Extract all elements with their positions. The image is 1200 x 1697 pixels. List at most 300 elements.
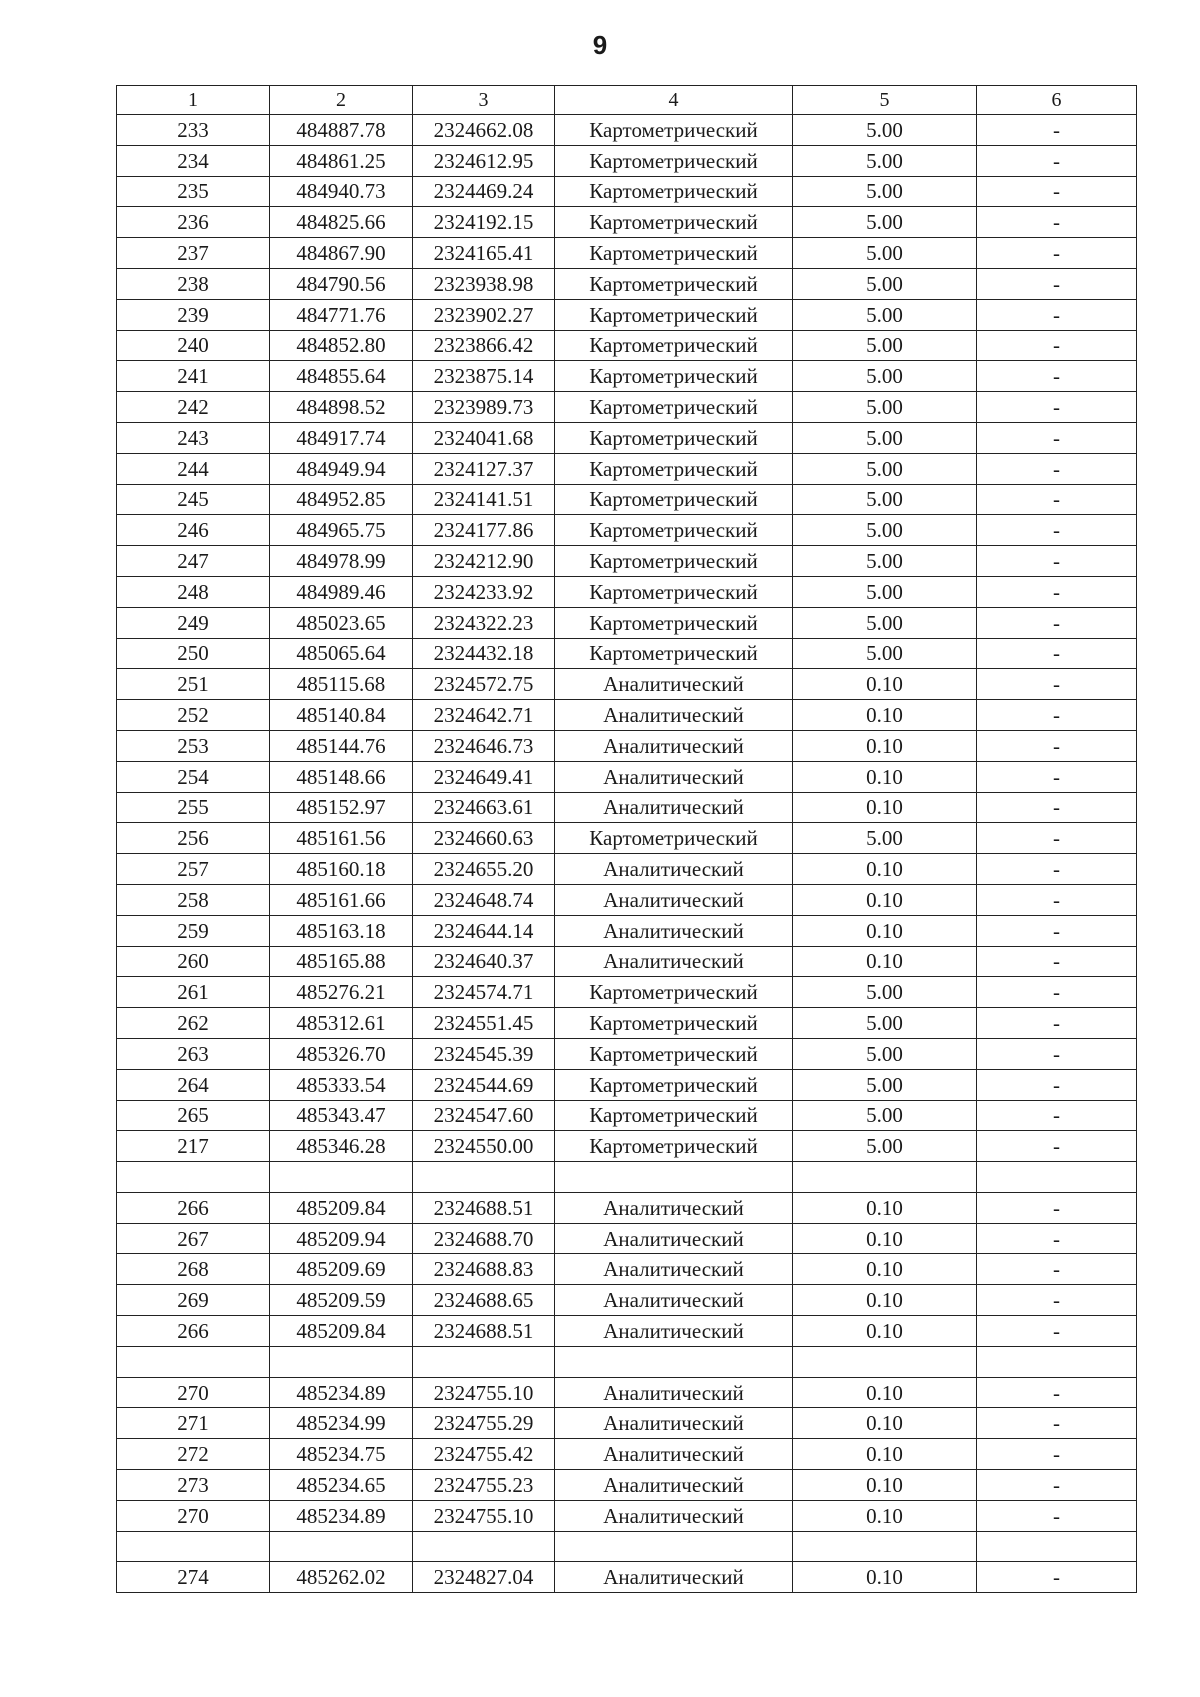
cell-description: - bbox=[977, 1069, 1137, 1100]
cell-x-coordinate: 485163.18 bbox=[270, 915, 413, 946]
cell-point-number: 270 bbox=[117, 1500, 270, 1531]
cell-accuracy: 5.00 bbox=[793, 330, 977, 361]
cell-description: - bbox=[977, 1500, 1137, 1531]
table-row bbox=[117, 1162, 1137, 1193]
cell-method: Картометрический bbox=[555, 1131, 793, 1162]
cell-point-number: 274 bbox=[117, 1562, 270, 1593]
cell-x-coordinate: 485346.28 bbox=[270, 1131, 413, 1162]
cell-y-coordinate: 2324574.71 bbox=[413, 977, 555, 1008]
cell-method: Аналитический bbox=[555, 1316, 793, 1347]
cell-method: Картометрический bbox=[555, 207, 793, 238]
cell-method: Аналитический bbox=[555, 1254, 793, 1285]
cell-x-coordinate: 485234.89 bbox=[270, 1377, 413, 1408]
cell-accuracy: 0.10 bbox=[793, 1408, 977, 1439]
cell-method: Аналитический bbox=[555, 1285, 793, 1316]
cell-method: Картометрический bbox=[555, 330, 793, 361]
cell-accuracy: 0.10 bbox=[793, 884, 977, 915]
cell-x-coordinate: 485144.76 bbox=[270, 730, 413, 761]
cell-x-coordinate: 484898.52 bbox=[270, 392, 413, 423]
table-row bbox=[117, 576, 1137, 607]
table-row bbox=[117, 1316, 1137, 1347]
cell-point-number: 248 bbox=[117, 576, 270, 607]
cell-method: Картометрический bbox=[555, 1038, 793, 1069]
cell-x-coordinate: 485234.75 bbox=[270, 1439, 413, 1470]
cell-method: Аналитический bbox=[555, 854, 793, 885]
cell-description bbox=[977, 1346, 1137, 1377]
cell-method: Картометрический bbox=[555, 638, 793, 669]
cell-method: Картометрический bbox=[555, 607, 793, 638]
table-row bbox=[117, 730, 1137, 761]
cell-y-coordinate: 2324165.41 bbox=[413, 238, 555, 269]
cell-point-number: 237 bbox=[117, 238, 270, 269]
table-row bbox=[117, 361, 1137, 392]
table-row bbox=[117, 1285, 1137, 1316]
cell-x-coordinate bbox=[270, 1531, 413, 1562]
table-row bbox=[117, 977, 1137, 1008]
cell-method: Картометрический bbox=[555, 422, 793, 453]
cell-method: Картометрический bbox=[555, 299, 793, 330]
cell-method: Картометрический bbox=[555, 576, 793, 607]
cell-method: Картометрический bbox=[555, 977, 793, 1008]
cell-x-coordinate: 485209.69 bbox=[270, 1254, 413, 1285]
cell-method: Аналитический bbox=[555, 1439, 793, 1470]
cell-accuracy: 0.10 bbox=[793, 1562, 977, 1593]
cell-method: Картометрический bbox=[555, 361, 793, 392]
cell-point-number: 246 bbox=[117, 515, 270, 546]
cell-point-number: 243 bbox=[117, 422, 270, 453]
table-row bbox=[117, 792, 1137, 823]
table-row bbox=[117, 1531, 1137, 1562]
cell-y-coordinate: 2324642.71 bbox=[413, 700, 555, 731]
cell-accuracy: 5.00 bbox=[793, 145, 977, 176]
cell-y-coordinate bbox=[413, 1531, 555, 1562]
cell-description: - bbox=[977, 884, 1137, 915]
cell-x-coordinate: 485023.65 bbox=[270, 607, 413, 638]
cell-description: - bbox=[977, 515, 1137, 546]
cell-accuracy bbox=[793, 1531, 977, 1562]
table-row bbox=[117, 207, 1137, 238]
cell-x-coordinate: 485115.68 bbox=[270, 669, 413, 700]
cell-accuracy: 0.10 bbox=[793, 1223, 977, 1254]
cell-method: Аналитический bbox=[555, 1377, 793, 1408]
cell-y-coordinate: 2324192.15 bbox=[413, 207, 555, 238]
cell-point-number: 253 bbox=[117, 730, 270, 761]
cell-accuracy: 0.10 bbox=[793, 1192, 977, 1223]
cell-description: - bbox=[977, 700, 1137, 731]
cell-y-coordinate: 2323938.98 bbox=[413, 268, 555, 299]
cell-point-number: 245 bbox=[117, 484, 270, 515]
cell-accuracy: 5.00 bbox=[793, 1131, 977, 1162]
table-row bbox=[117, 1346, 1137, 1377]
table-row bbox=[117, 453, 1137, 484]
cell-description: - bbox=[977, 576, 1137, 607]
cell-method: Аналитический bbox=[555, 884, 793, 915]
cell-y-coordinate: 2324688.51 bbox=[413, 1316, 555, 1347]
cell-description: - bbox=[977, 422, 1137, 453]
cell-x-coordinate: 484917.74 bbox=[270, 422, 413, 453]
cell-accuracy: 0.10 bbox=[793, 1439, 977, 1470]
cell-x-coordinate: 484952.85 bbox=[270, 484, 413, 515]
cell-description: - bbox=[977, 1562, 1137, 1593]
cell-description bbox=[977, 1531, 1137, 1562]
table-row bbox=[117, 1038, 1137, 1069]
cell-y-coordinate: 2324551.45 bbox=[413, 1008, 555, 1039]
cell-method: Картометрический bbox=[555, 515, 793, 546]
cell-point-number: 272 bbox=[117, 1439, 270, 1470]
table-row bbox=[117, 1500, 1137, 1531]
cell-y-coordinate: 2324755.23 bbox=[413, 1470, 555, 1501]
cell-x-coordinate: 484825.66 bbox=[270, 207, 413, 238]
header-cell-3: 3 bbox=[413, 86, 555, 115]
cell-x-coordinate: 484855.64 bbox=[270, 361, 413, 392]
cell-x-coordinate: 484887.78 bbox=[270, 115, 413, 146]
cell-y-coordinate: 2324663.61 bbox=[413, 792, 555, 823]
cell-y-coordinate: 2324547.60 bbox=[413, 1100, 555, 1131]
cell-x-coordinate: 485333.54 bbox=[270, 1069, 413, 1100]
table-row bbox=[117, 1254, 1137, 1285]
cell-description: - bbox=[977, 761, 1137, 792]
cell-description: - bbox=[977, 268, 1137, 299]
cell-method: Аналитический bbox=[555, 669, 793, 700]
cell-x-coordinate: 485343.47 bbox=[270, 1100, 413, 1131]
cell-description: - bbox=[977, 299, 1137, 330]
cell-y-coordinate bbox=[413, 1346, 555, 1377]
cell-x-coordinate: 485312.61 bbox=[270, 1008, 413, 1039]
cell-method: Картометрический bbox=[555, 1069, 793, 1100]
cell-x-coordinate: 485234.65 bbox=[270, 1470, 413, 1501]
cell-point-number: 244 bbox=[117, 453, 270, 484]
cell-description: - bbox=[977, 115, 1137, 146]
cell-x-coordinate: 485161.56 bbox=[270, 823, 413, 854]
cell-point-number: 252 bbox=[117, 700, 270, 731]
cell-x-coordinate: 484978.99 bbox=[270, 546, 413, 577]
cell-accuracy: 0.10 bbox=[793, 854, 977, 885]
cell-method bbox=[555, 1346, 793, 1377]
cell-description: - bbox=[977, 361, 1137, 392]
cell-method bbox=[555, 1162, 793, 1193]
cell-accuracy: 0.10 bbox=[793, 761, 977, 792]
cell-point-number: 233 bbox=[117, 115, 270, 146]
cell-method: Аналитический bbox=[555, 730, 793, 761]
cell-x-coordinate: 485165.88 bbox=[270, 946, 413, 977]
cell-accuracy: 5.00 bbox=[793, 361, 977, 392]
cell-y-coordinate: 2324688.65 bbox=[413, 1285, 555, 1316]
cell-y-coordinate: 2324755.29 bbox=[413, 1408, 555, 1439]
cell-x-coordinate: 485209.84 bbox=[270, 1316, 413, 1347]
cell-accuracy: 5.00 bbox=[793, 1008, 977, 1039]
cell-x-coordinate: 484965.75 bbox=[270, 515, 413, 546]
cell-y-coordinate: 2324322.23 bbox=[413, 607, 555, 638]
cell-y-coordinate: 2324660.63 bbox=[413, 823, 555, 854]
cell-description: - bbox=[977, 145, 1137, 176]
cell-y-coordinate: 2324755.10 bbox=[413, 1377, 555, 1408]
cell-point-number bbox=[117, 1346, 270, 1377]
cell-accuracy: 5.00 bbox=[793, 176, 977, 207]
cell-accuracy: 5.00 bbox=[793, 299, 977, 330]
cell-y-coordinate: 2324469.24 bbox=[413, 176, 555, 207]
cell-point-number: 217 bbox=[117, 1131, 270, 1162]
cell-accuracy: 0.10 bbox=[793, 1470, 977, 1501]
table-row bbox=[117, 145, 1137, 176]
cell-point-number: 251 bbox=[117, 669, 270, 700]
cell-method: Картометрический bbox=[555, 823, 793, 854]
cell-x-coordinate: 484790.56 bbox=[270, 268, 413, 299]
cell-description: - bbox=[977, 792, 1137, 823]
cell-point-number: 250 bbox=[117, 638, 270, 669]
cell-description: - bbox=[977, 546, 1137, 577]
cell-description: - bbox=[977, 946, 1137, 977]
cell-accuracy: 5.00 bbox=[793, 515, 977, 546]
cell-description: - bbox=[977, 1470, 1137, 1501]
cell-x-coordinate: 485209.94 bbox=[270, 1223, 413, 1254]
cell-point-number: 262 bbox=[117, 1008, 270, 1039]
cell-accuracy: 5.00 bbox=[793, 576, 977, 607]
cell-accuracy: 0.10 bbox=[793, 792, 977, 823]
table-row bbox=[117, 1408, 1137, 1439]
cell-point-number: 268 bbox=[117, 1254, 270, 1285]
table-row bbox=[117, 1131, 1137, 1162]
cell-x-coordinate: 484989.46 bbox=[270, 576, 413, 607]
cell-description: - bbox=[977, 823, 1137, 854]
cell-accuracy: 5.00 bbox=[793, 422, 977, 453]
cell-point-number: 265 bbox=[117, 1100, 270, 1131]
cell-accuracy: 0.10 bbox=[793, 915, 977, 946]
cell-description: - bbox=[977, 1377, 1137, 1408]
cell-method: Аналитический bbox=[555, 1223, 793, 1254]
cell-x-coordinate: 485209.59 bbox=[270, 1285, 413, 1316]
cell-description: - bbox=[977, 1008, 1137, 1039]
cell-description: - bbox=[977, 1038, 1137, 1069]
cell-x-coordinate: 485234.99 bbox=[270, 1408, 413, 1439]
cell-y-coordinate: 2324550.00 bbox=[413, 1131, 555, 1162]
cell-y-coordinate: 2323902.27 bbox=[413, 299, 555, 330]
cell-y-coordinate: 2324755.10 bbox=[413, 1500, 555, 1531]
cell-accuracy: 0.10 bbox=[793, 700, 977, 731]
cell-y-coordinate: 2324648.74 bbox=[413, 884, 555, 915]
header-cell-2: 2 bbox=[270, 86, 413, 115]
cell-y-coordinate: 2324655.20 bbox=[413, 854, 555, 885]
cell-description: - bbox=[977, 1285, 1137, 1316]
table-row bbox=[117, 1100, 1137, 1131]
cell-accuracy: 5.00 bbox=[793, 484, 977, 515]
cell-y-coordinate: 2324755.42 bbox=[413, 1439, 555, 1470]
cell-method: Картометрический bbox=[555, 392, 793, 423]
cell-point-number: 263 bbox=[117, 1038, 270, 1069]
table-row bbox=[117, 515, 1137, 546]
cell-method: Картометрический bbox=[555, 484, 793, 515]
cell-x-coordinate bbox=[270, 1162, 413, 1193]
cell-description: - bbox=[977, 1223, 1137, 1254]
cell-accuracy: 5.00 bbox=[793, 1100, 977, 1131]
cell-method: Картометрический bbox=[555, 176, 793, 207]
table-row bbox=[117, 761, 1137, 792]
table-row bbox=[117, 484, 1137, 515]
cell-method: Аналитический bbox=[555, 1500, 793, 1531]
table-row bbox=[117, 1562, 1137, 1593]
cell-x-coordinate: 485160.18 bbox=[270, 854, 413, 885]
cell-x-coordinate: 485209.84 bbox=[270, 1192, 413, 1223]
cell-y-coordinate bbox=[413, 1162, 555, 1193]
cell-description bbox=[977, 1162, 1137, 1193]
cell-point-number bbox=[117, 1531, 270, 1562]
table-row bbox=[117, 115, 1137, 146]
cell-accuracy bbox=[793, 1346, 977, 1377]
cell-point-number: 240 bbox=[117, 330, 270, 361]
cell-accuracy: 5.00 bbox=[793, 207, 977, 238]
cell-accuracy bbox=[793, 1162, 977, 1193]
cell-point-number: 269 bbox=[117, 1285, 270, 1316]
cell-accuracy: 5.00 bbox=[793, 638, 977, 669]
cell-x-coordinate: 484867.90 bbox=[270, 238, 413, 269]
table-row bbox=[117, 884, 1137, 915]
cell-accuracy: 0.10 bbox=[793, 946, 977, 977]
table-row bbox=[117, 1470, 1137, 1501]
cell-y-coordinate: 2324646.73 bbox=[413, 730, 555, 761]
cell-y-coordinate: 2324688.83 bbox=[413, 1254, 555, 1285]
cell-x-coordinate bbox=[270, 1346, 413, 1377]
cell-method: Аналитический bbox=[555, 1408, 793, 1439]
cell-accuracy: 5.00 bbox=[793, 115, 977, 146]
cell-point-number: 259 bbox=[117, 915, 270, 946]
table-row bbox=[117, 854, 1137, 885]
cell-point-number: 249 bbox=[117, 607, 270, 638]
cell-point-number: 266 bbox=[117, 1316, 270, 1347]
cell-description: - bbox=[977, 730, 1137, 761]
cell-point-number: 260 bbox=[117, 946, 270, 977]
cell-point-number: 255 bbox=[117, 792, 270, 823]
cell-y-coordinate: 2324644.14 bbox=[413, 915, 555, 946]
table-row bbox=[117, 1008, 1137, 1039]
cell-method: Картометрический bbox=[555, 268, 793, 299]
cell-accuracy: 5.00 bbox=[793, 607, 977, 638]
cell-method: Аналитический bbox=[555, 946, 793, 977]
cell-description: - bbox=[977, 1439, 1137, 1470]
cell-point-number: 236 bbox=[117, 207, 270, 238]
table-row bbox=[117, 330, 1137, 361]
cell-method: Аналитический bbox=[555, 1470, 793, 1501]
cell-method: Картометрический bbox=[555, 115, 793, 146]
cell-point-number: 256 bbox=[117, 823, 270, 854]
table-row bbox=[117, 700, 1137, 731]
cell-x-coordinate: 485262.02 bbox=[270, 1562, 413, 1593]
cell-point-number: 258 bbox=[117, 884, 270, 915]
cell-accuracy: 5.00 bbox=[793, 268, 977, 299]
cell-x-coordinate: 485065.64 bbox=[270, 638, 413, 669]
table-row bbox=[117, 422, 1137, 453]
cell-accuracy: 5.00 bbox=[793, 1038, 977, 1069]
page-number: 9 bbox=[592, 30, 608, 60]
cell-description: - bbox=[977, 207, 1137, 238]
cell-y-coordinate: 2324649.41 bbox=[413, 761, 555, 792]
cell-y-coordinate: 2324662.08 bbox=[413, 115, 555, 146]
cell-y-coordinate: 2324212.90 bbox=[413, 546, 555, 577]
cell-method bbox=[555, 1531, 793, 1562]
cell-y-coordinate: 2323866.42 bbox=[413, 330, 555, 361]
table-row bbox=[117, 823, 1137, 854]
cell-description: - bbox=[977, 1100, 1137, 1131]
table-row bbox=[117, 638, 1137, 669]
table-row bbox=[117, 1192, 1137, 1223]
cell-method: Картометрический bbox=[555, 145, 793, 176]
cell-description: - bbox=[977, 607, 1137, 638]
cell-point-number: 267 bbox=[117, 1223, 270, 1254]
cell-y-coordinate: 2324544.69 bbox=[413, 1069, 555, 1100]
cell-accuracy: 0.10 bbox=[793, 1285, 977, 1316]
cell-method: Аналитический bbox=[555, 1192, 793, 1223]
cell-accuracy: 0.10 bbox=[793, 1254, 977, 1285]
cell-description: - bbox=[977, 176, 1137, 207]
cell-x-coordinate: 485276.21 bbox=[270, 977, 413, 1008]
cell-y-coordinate: 2324233.92 bbox=[413, 576, 555, 607]
cell-method: Картометрический bbox=[555, 546, 793, 577]
cell-accuracy: 0.10 bbox=[793, 730, 977, 761]
cell-accuracy: 0.10 bbox=[793, 669, 977, 700]
cell-description: - bbox=[977, 1408, 1137, 1439]
table-row bbox=[117, 1439, 1137, 1470]
cell-point-number: 234 bbox=[117, 145, 270, 176]
cell-point-number: 270 bbox=[117, 1377, 270, 1408]
cell-y-coordinate: 2324688.51 bbox=[413, 1192, 555, 1223]
cell-description: - bbox=[977, 1192, 1137, 1223]
cell-y-coordinate: 2323875.14 bbox=[413, 361, 555, 392]
table-row bbox=[117, 915, 1137, 946]
cell-point-number: 264 bbox=[117, 1069, 270, 1100]
cell-description: - bbox=[977, 484, 1137, 515]
cell-x-coordinate: 484771.76 bbox=[270, 299, 413, 330]
cell-x-coordinate: 484949.94 bbox=[270, 453, 413, 484]
cell-description: - bbox=[977, 638, 1137, 669]
cell-y-coordinate: 2323989.73 bbox=[413, 392, 555, 423]
cell-method: Картометрический bbox=[555, 1100, 793, 1131]
table-row bbox=[117, 268, 1137, 299]
cell-point-number: 254 bbox=[117, 761, 270, 792]
cell-y-coordinate: 2324177.86 bbox=[413, 515, 555, 546]
cell-method: Аналитический bbox=[555, 915, 793, 946]
cell-method: Картометрический bbox=[555, 1008, 793, 1039]
cell-method: Аналитический bbox=[555, 792, 793, 823]
cell-point-number: 239 bbox=[117, 299, 270, 330]
cell-point-number: 257 bbox=[117, 854, 270, 885]
cell-y-coordinate: 2324141.51 bbox=[413, 484, 555, 515]
cell-description: - bbox=[977, 238, 1137, 269]
cell-point-number: 273 bbox=[117, 1470, 270, 1501]
table-row bbox=[117, 1377, 1137, 1408]
cell-description: - bbox=[977, 669, 1137, 700]
cell-accuracy: 0.10 bbox=[793, 1316, 977, 1347]
cell-accuracy: 5.00 bbox=[793, 238, 977, 269]
cell-description: - bbox=[977, 330, 1137, 361]
cell-x-coordinate: 485234.89 bbox=[270, 1500, 413, 1531]
cell-y-coordinate: 2324127.37 bbox=[413, 453, 555, 484]
table-row bbox=[117, 238, 1137, 269]
cell-accuracy: 5.00 bbox=[793, 546, 977, 577]
cell-y-coordinate: 2324612.95 bbox=[413, 145, 555, 176]
cell-point-number: 238 bbox=[117, 268, 270, 299]
cell-y-coordinate: 2324640.37 bbox=[413, 946, 555, 977]
cell-accuracy: 5.00 bbox=[793, 392, 977, 423]
table-row bbox=[117, 1069, 1137, 1100]
cell-accuracy: 0.10 bbox=[793, 1500, 977, 1531]
cell-y-coordinate: 2324432.18 bbox=[413, 638, 555, 669]
cell-x-coordinate: 485161.66 bbox=[270, 884, 413, 915]
cell-accuracy: 5.00 bbox=[793, 977, 977, 1008]
table-header bbox=[117, 86, 1137, 115]
cell-description: - bbox=[977, 1316, 1137, 1347]
cell-x-coordinate: 485152.97 bbox=[270, 792, 413, 823]
header-row bbox=[117, 86, 1137, 115]
cell-y-coordinate: 2324545.39 bbox=[413, 1038, 555, 1069]
cell-accuracy: 5.00 bbox=[793, 453, 977, 484]
